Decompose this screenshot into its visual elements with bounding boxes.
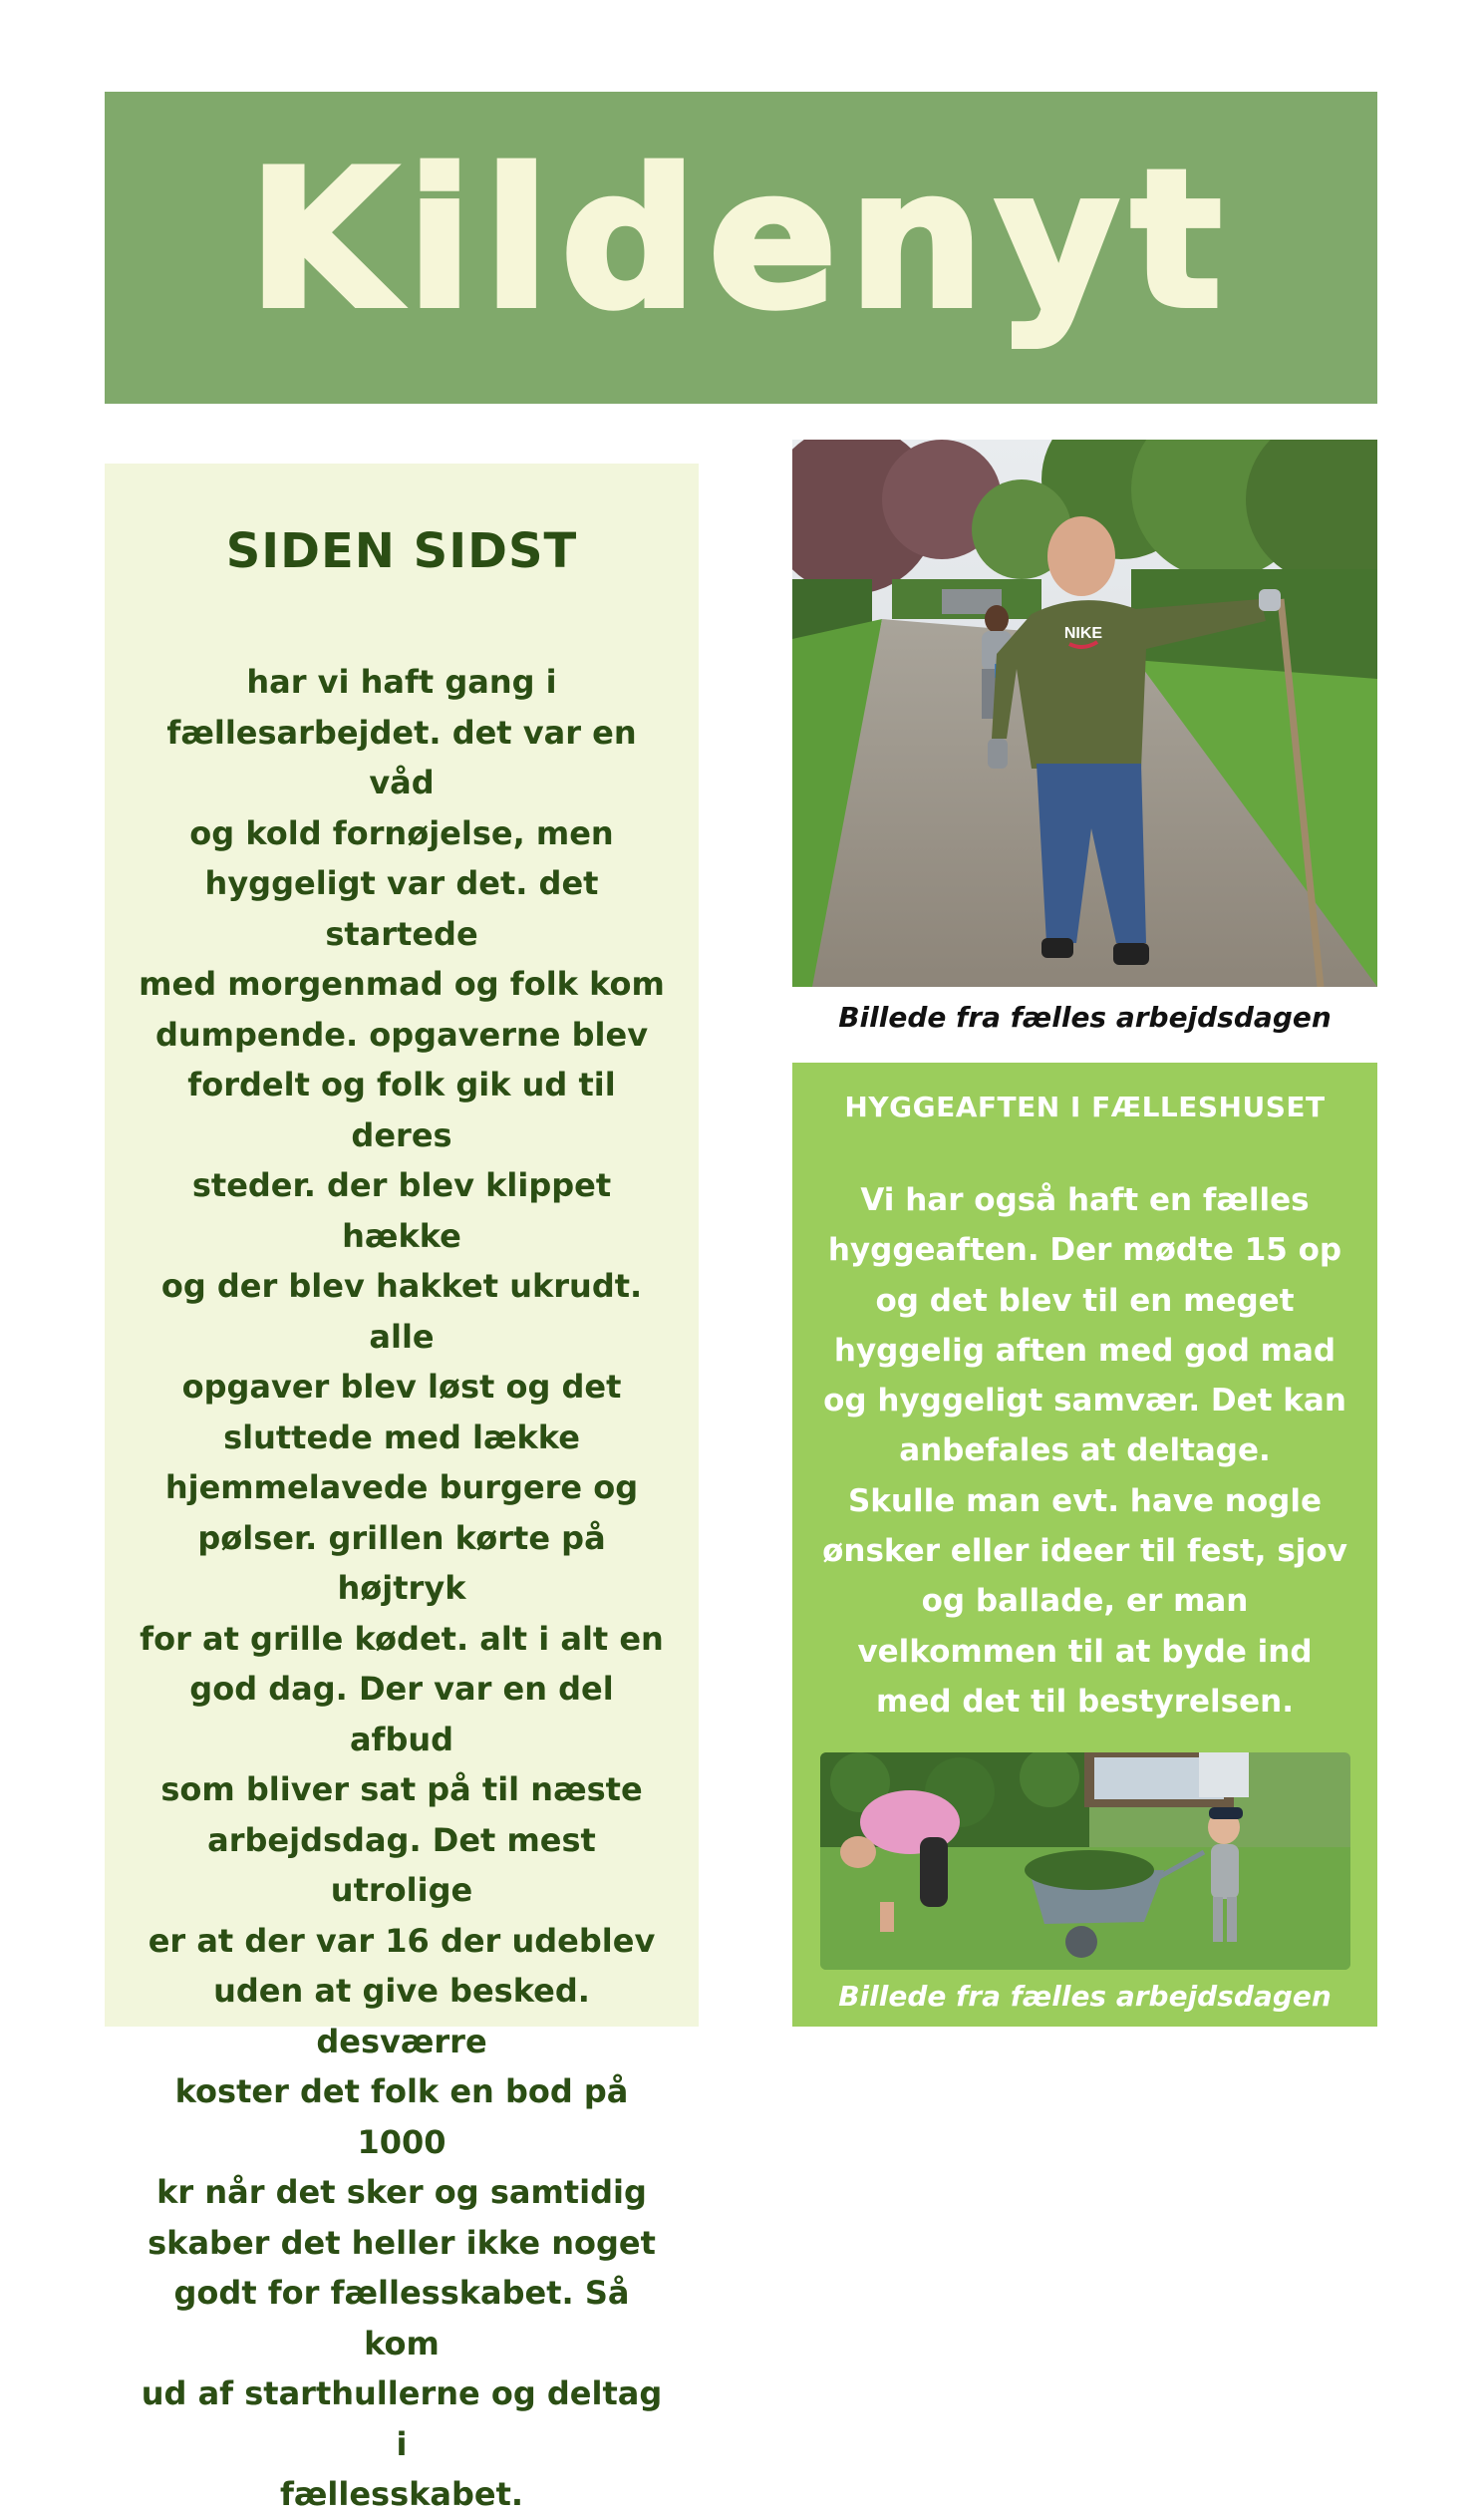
work-day-photo-2 bbox=[820, 1752, 1350, 1970]
siden-sidst-body: har vi haft gang i fællesarbejdet. det var en våd og kold fornøjelse, men hyggeligt var det. det startede med morgenmad og folk kom dumpende. opgaverne blev fordelt og folk gik ud til deres steder. der blev klippet hække og der blev hakket ukrudt. alle opgaver blev løst og det sluttede med lække hjemmelavede burgere og pølser. grillen kørte på højtryk for at grille kødet. alt i alt en god dag. Der var en del afbud som bliver sat på til næste arbejdsdag. Det mest utrolige er at der var 16 der udeblev uden at give besked. desværre koster det folk en bod på 1000 kr når det sker og samtidig skaber det heller ikke noget godt for fællesskabet. Så kom ud af starthullerne og deltag i fællesskabet. bbox=[139, 663, 665, 2513]
hyggeaften-body: Vi har også haft en fælles hyggeaften. Der mødte 15 op og det blev til en meget hyggelig aften med god mad og hyggeligt samvær. Det kan anbefales at deltage. Skulle man evt. have nogle ønsker eller ideer til fest, sjov og ballade, er man velkommen til at byde ind med det til bestyrelsen. bbox=[822, 1182, 1347, 1720]
title-banner bbox=[105, 92, 1377, 404]
photo-1-caption: Billede fra fælles arbejdsdagen bbox=[838, 1001, 1332, 1034]
hyggeaften-heading: HYGGEAFTEN I FÆLLESHUSET bbox=[844, 1091, 1326, 1123]
newsletter-title: Kildenyt bbox=[248, 129, 1234, 350]
work-day-photo-1 bbox=[792, 440, 1377, 987]
siden-sidst-panel bbox=[105, 464, 699, 2513]
siden-sidst-heading: SIDEN SIDST bbox=[225, 523, 578, 579]
photo-2-caption: Billede fra fælles arbejdsdagen bbox=[838, 1980, 1332, 2013]
shirt-logo-text: NIKE bbox=[1063, 625, 1103, 642]
